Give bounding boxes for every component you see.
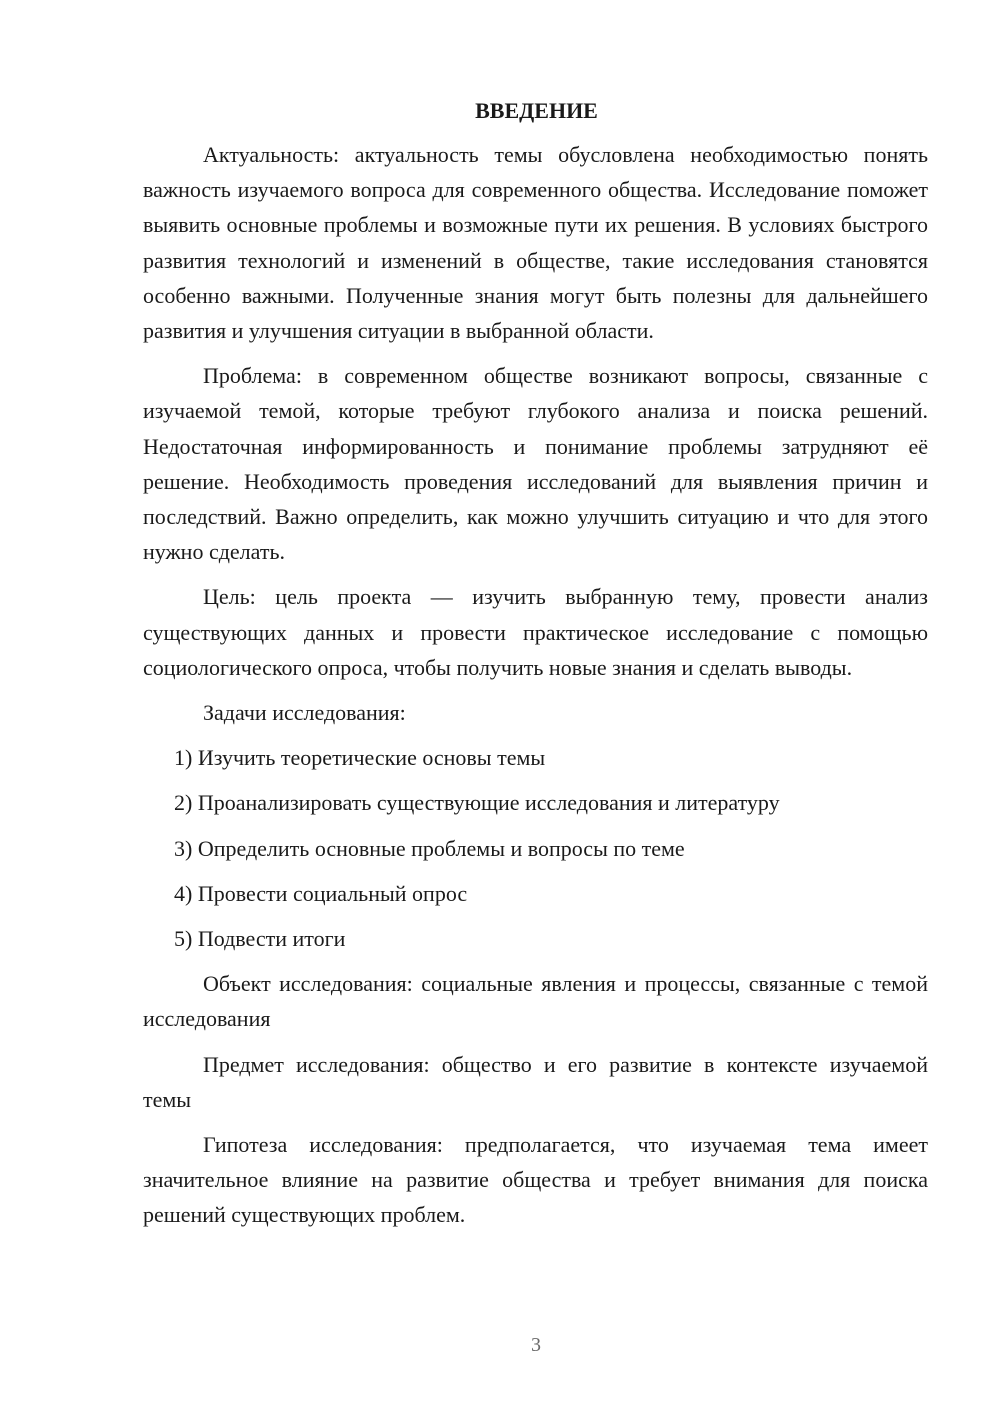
page-title: ВВЕДЕНИЕ: [475, 98, 598, 123]
list-item: 1) Изучить теоретические основы темы: [174, 745, 546, 771]
list-item: 3) Определить основные проблемы и вопросы по теме: [174, 835, 685, 861]
paragraph-hypothesis: Гипотеза исследования: предполагается, что изучаемая тема имеет значительное влияние на развитие общества и требует внимания для поиска решений существующих проблем.: [143, 1132, 928, 1228]
paragraph-relevance: Актуальность: актуальность темы обусловлена необходимостью понять важность изучаемого вопроса для современного общества. Исследование поможет выявить основные проблемы и возможные пути их решения. В условиях быстрого развития технологий и изменений в обществе, такие исследования становятся особенно важными. Полученные знания могут быть полезны для дальнейшего развития и улучшения ситуации в выбранной области.: [143, 142, 928, 344]
list-item: 2) Проанализировать существующие исследования и литературу: [174, 790, 780, 816]
tasks-heading: Задачи исследования:: [203, 700, 406, 726]
document-page: [143, 96, 928, 1243]
paragraph-subject: Предмет исследования: общество и его развитие в контексте изучаемой темы: [143, 1051, 928, 1112]
paragraph-goal: Цель: цель проекта — изучить выбранную тему, провести анализ существующих данных и провести практическое исследование с помощью социологического опроса, чтобы получить новые знания и сделать выводы.: [143, 584, 928, 680]
list-item: 5) Подвести итоги: [174, 926, 346, 952]
list-item: 4) Провести социальный опрос: [174, 880, 468, 906]
paragraph-object: Объект исследования: социальные явления и процессы, связанные с темой исследования: [143, 971, 928, 1032]
page-number: 3: [531, 1334, 541, 1356]
tasks-list: [143, 740, 928, 956]
paragraph-problem: Проблема: в современном обществе возникают вопросы, связанные с изучаемой темой, которые требуют глубокого анализа и поиска решений. Недостаточная информированность и понимание проблемы затрудняют её решение. Необходимость проведения исследований для выявления причин и последствий. Важно определить, как можно улучшить ситуацию и что для этого нужно сделать.: [143, 363, 928, 565]
